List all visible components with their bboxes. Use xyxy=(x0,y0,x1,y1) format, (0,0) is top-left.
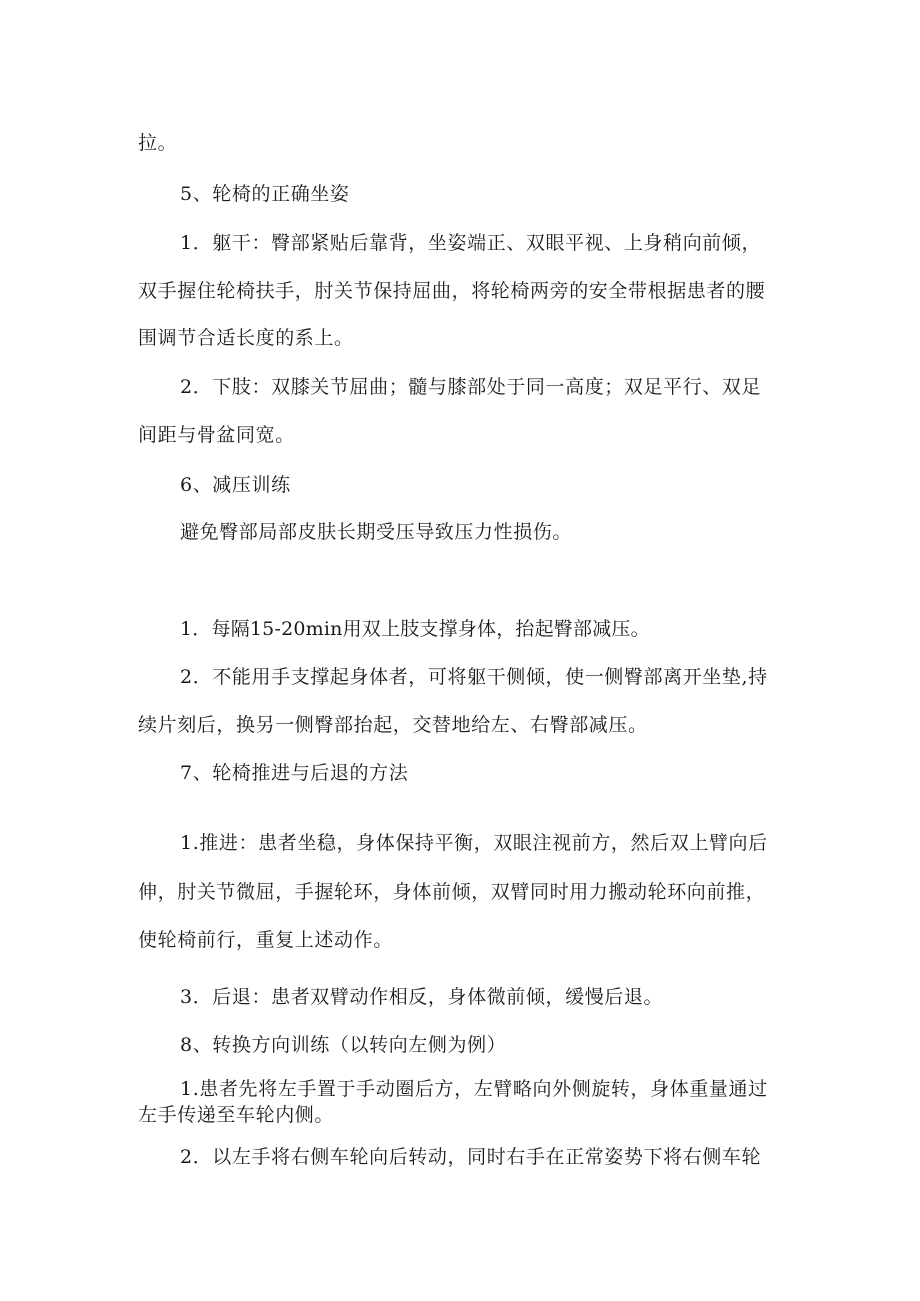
text-line: 伸，肘关节微屈，手握轮环，身体前倾，双臂同时用力搬动轮环向前推， xyxy=(138,881,766,903)
text-line: 避免臀部局部皮肤长期受压导致压力性损伤。 xyxy=(180,521,573,543)
text-line: 左手传递至车轮内侧。 xyxy=(138,1104,335,1126)
text-line: 使轮椅前行，重复上述动作。 xyxy=(138,929,393,951)
text-line: 围调节合适长度的系上。 xyxy=(138,327,354,349)
text-line: 3．后退：患者双臂动作相反，身体微前倾，缓慢后退。 xyxy=(180,986,664,1008)
section-heading-5: 5、轮椅的正确坐姿 xyxy=(180,183,350,205)
text-line: 1．躯干：臀部紧贴后靠背，坐姿端正、双眼平视、上身稍向前倾， xyxy=(180,232,762,254)
text-line: 2．以左手将右侧车轮向后转动，同时右手在正常姿势下将右侧车轮 xyxy=(180,1146,762,1168)
text-line: 拉。 xyxy=(138,132,178,154)
text-line: 1.患者先将左手置于手动圈后方，左臂略向外侧旋转，身体重量通过 xyxy=(180,1078,768,1100)
text-line: 间距与骨盆同宽。 xyxy=(138,424,295,446)
text-line: 2．不能用手支撑起身体者，可将躯干侧倾，使一侧臀部离开坐垫,持 xyxy=(180,666,768,688)
text-line: 续片刻后，换另一侧臀部抬起，交替地给左、右臀部减压。 xyxy=(138,714,648,736)
text-line: 双手握住轮椅扶手，肘关节保持屈曲，将轮椅两旁的安全带根据患者的腰 xyxy=(138,280,766,302)
text-line: 2．下肢：双膝关节屈曲；髓与膝部处于同一高度；双足平行、双足 xyxy=(180,376,762,398)
section-heading-6: 6、减压训练 xyxy=(180,474,291,496)
section-heading-8: 8、转换方向训练（以转向左侧为例） xyxy=(180,1034,507,1056)
text-line: 1.推进：患者坐稳，身体保持平衡，双眼注视前方，然后双上臂向后 xyxy=(180,832,768,854)
text-line: 1．每隔15-20min用双上肢支撑身体，抬起臀部减压。 xyxy=(180,618,650,640)
section-heading-7: 7、轮椅推进与后退的方法 xyxy=(180,762,409,784)
